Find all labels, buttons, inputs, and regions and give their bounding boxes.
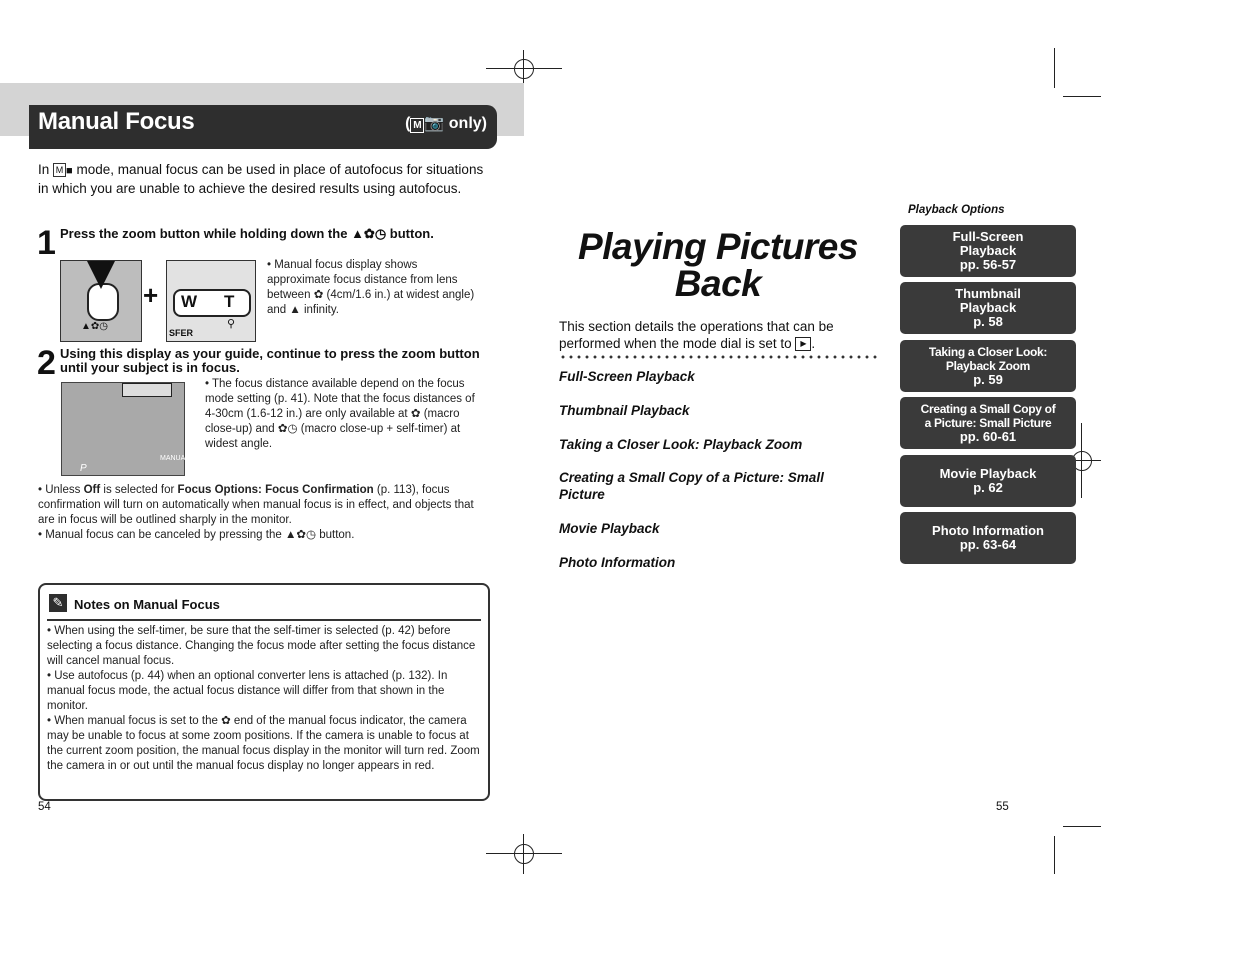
plus-sign: + [143,280,159,310]
page-title: Manual Focus [38,108,195,135]
monitor-illustration [61,382,190,476]
section-title-bar [29,105,497,149]
intro-text: In [38,162,50,177]
chapter-description: This section details the operations that can be performed when the mode dial is set to ▶ . [559,319,834,351]
dotted-divider [559,353,879,361]
side-tab-playback-zoom[interactable]: Taking a Closer Look: Playback Zoom p. 59 [900,340,1076,392]
step-number: 2 [37,344,56,382]
toc-link[interactable]: Movie Playback [559,521,660,536]
notes-list [47,624,481,774]
lcd-manual-label: MANUAL [160,455,190,462]
step-2-note: • The focus distance available depend on the focus mode setting (p. 41). Note that the focus distances of 4-30cm (1.6-12 in.) are only available at ✿ (macro close-up) and ✿◷ (macro close-up + self-timer) at widest angle. [205,378,475,450]
crop-mark [1063,826,1101,827]
crop-mark [1054,48,1055,88]
magnify-icon: ⚲ [227,318,236,330]
sfer-label: SFER [169,328,194,338]
general-bullets [38,483,490,543]
mode-note: ( M 📷 only) [405,115,487,132]
toc-link[interactable]: Taking a Closer Look: Playback Zoom [559,437,803,452]
step-1-text: Press the zoom button while holding down the ▲✿◷ button. [60,226,434,241]
toc-link[interactable]: Full-Screen Playback [559,369,695,384]
notes-divider [47,619,481,621]
zoom-wide-label: W [181,292,198,311]
side-tab-full-screen[interactable]: Full-Screen Playback pp. 56-57 [900,225,1076,277]
manual-mode-icon: M [53,163,66,177]
side-tab-movie-playback[interactable]: Movie Playback p. 62 [900,455,1076,507]
focus-mode-icon: ▲✿◷ [351,226,387,241]
step-1-note: • Manual focus display shows approximate focus distance from lens between ✿ (4cm/1.6 in.) at widest angle) and ▲ infinity. [267,259,475,316]
step-2-text: Using this display as your guide, continue to press the zoom button until your subject is in focus. [60,346,480,375]
macro-timer-icon: ✿◷ [277,423,298,435]
note-item: • Use autofocus (p. 44) when an optional converter lens is attached (p. 132). In manual focus mode, the actual focus distance will differ from that shown in the monitor. [47,670,448,712]
side-tab-label: Playback Options [908,204,1005,216]
zoom-tele-label: T [224,292,235,311]
notes-heading: Notes on Manual Focus [74,597,220,612]
infinity-icon: ▲ [289,304,301,316]
camera-icon: 📷 [424,115,445,132]
focus-mode-icon: ▲✿◷ [284,529,317,541]
camera-icon: ■ [66,165,73,177]
intro-paragraph [38,161,493,197]
crop-mark [1063,96,1101,97]
intro-text: mode, manual focus can be used in place of autofocus for situations in which you are unable to achieve the desired results using autofocus. [38,162,484,196]
side-tab-photo-information[interactable]: Photo Information pp. 63-64 [900,512,1076,564]
registration-mark [514,844,534,864]
side-tab-thumbnail[interactable]: Thumbnail Playback p. 58 [900,282,1076,334]
macro-icon: ✿ [221,715,231,727]
macro-icon: ✿ [313,289,324,301]
playback-icon: ▶ [795,337,811,351]
step-number: 1 [37,224,56,262]
pencil-icon: ✎ [49,594,67,612]
toc-link[interactable]: Creating a Small Copy of a Picture: Small Picture [559,470,824,502]
notes-box [38,583,490,801]
bullet-focus-confirmation: • Unless Off is selected for Focus Options: Focus Confirmation (p. 113), focus confirmation will turn on automatically when manual focus is in effect, and objects that are in focus will be outlined sharply in the monitor. [38,484,474,526]
chapter-title: Playing Pictures Back [578,226,858,304]
page-number: 55 [996,801,1009,813]
note-item: • When manual focus is set to the ✿ end of the manual focus indicator, the camera may be unable to focus at some zoom positions. If the camera is unable to focus at the current zoom position, the manual focus display in the monitor will turn red. Zoom the camera in or out until the manual focus display no longer appears in red. [47,715,480,772]
macro-icon: ✿ [410,408,421,420]
down-arrow-icon [87,261,115,289]
registration-mark [514,59,534,79]
camera-button-illustration [60,260,142,342]
manual-mode-icon: M [410,118,424,133]
side-tab-small-picture[interactable]: Creating a Small Copy of a Picture: Small Picture pp. 60-61 [900,397,1076,449]
page-number: 54 [38,801,51,813]
lcd-mode-label: P [80,463,87,474]
crop-mark [1054,836,1055,874]
bullet-cancel-manual: • Manual focus can be canceled by pressing the ▲✿◷ button. [38,529,355,541]
zoom-button-illustration [166,260,256,342]
toc-link[interactable]: Thumbnail Playback [559,403,690,418]
focus-mode-icon: ▲✿◷ [81,321,109,332]
focus-indicator [122,383,172,397]
note-item: • When using the self-timer, be sure that the self-timer is selected (p. 42) before selecting a focus distance. Changing the focus mode after setting the focus distance will cancel manual focus. [47,625,476,667]
toc-link[interactable]: Photo Information [559,555,676,570]
